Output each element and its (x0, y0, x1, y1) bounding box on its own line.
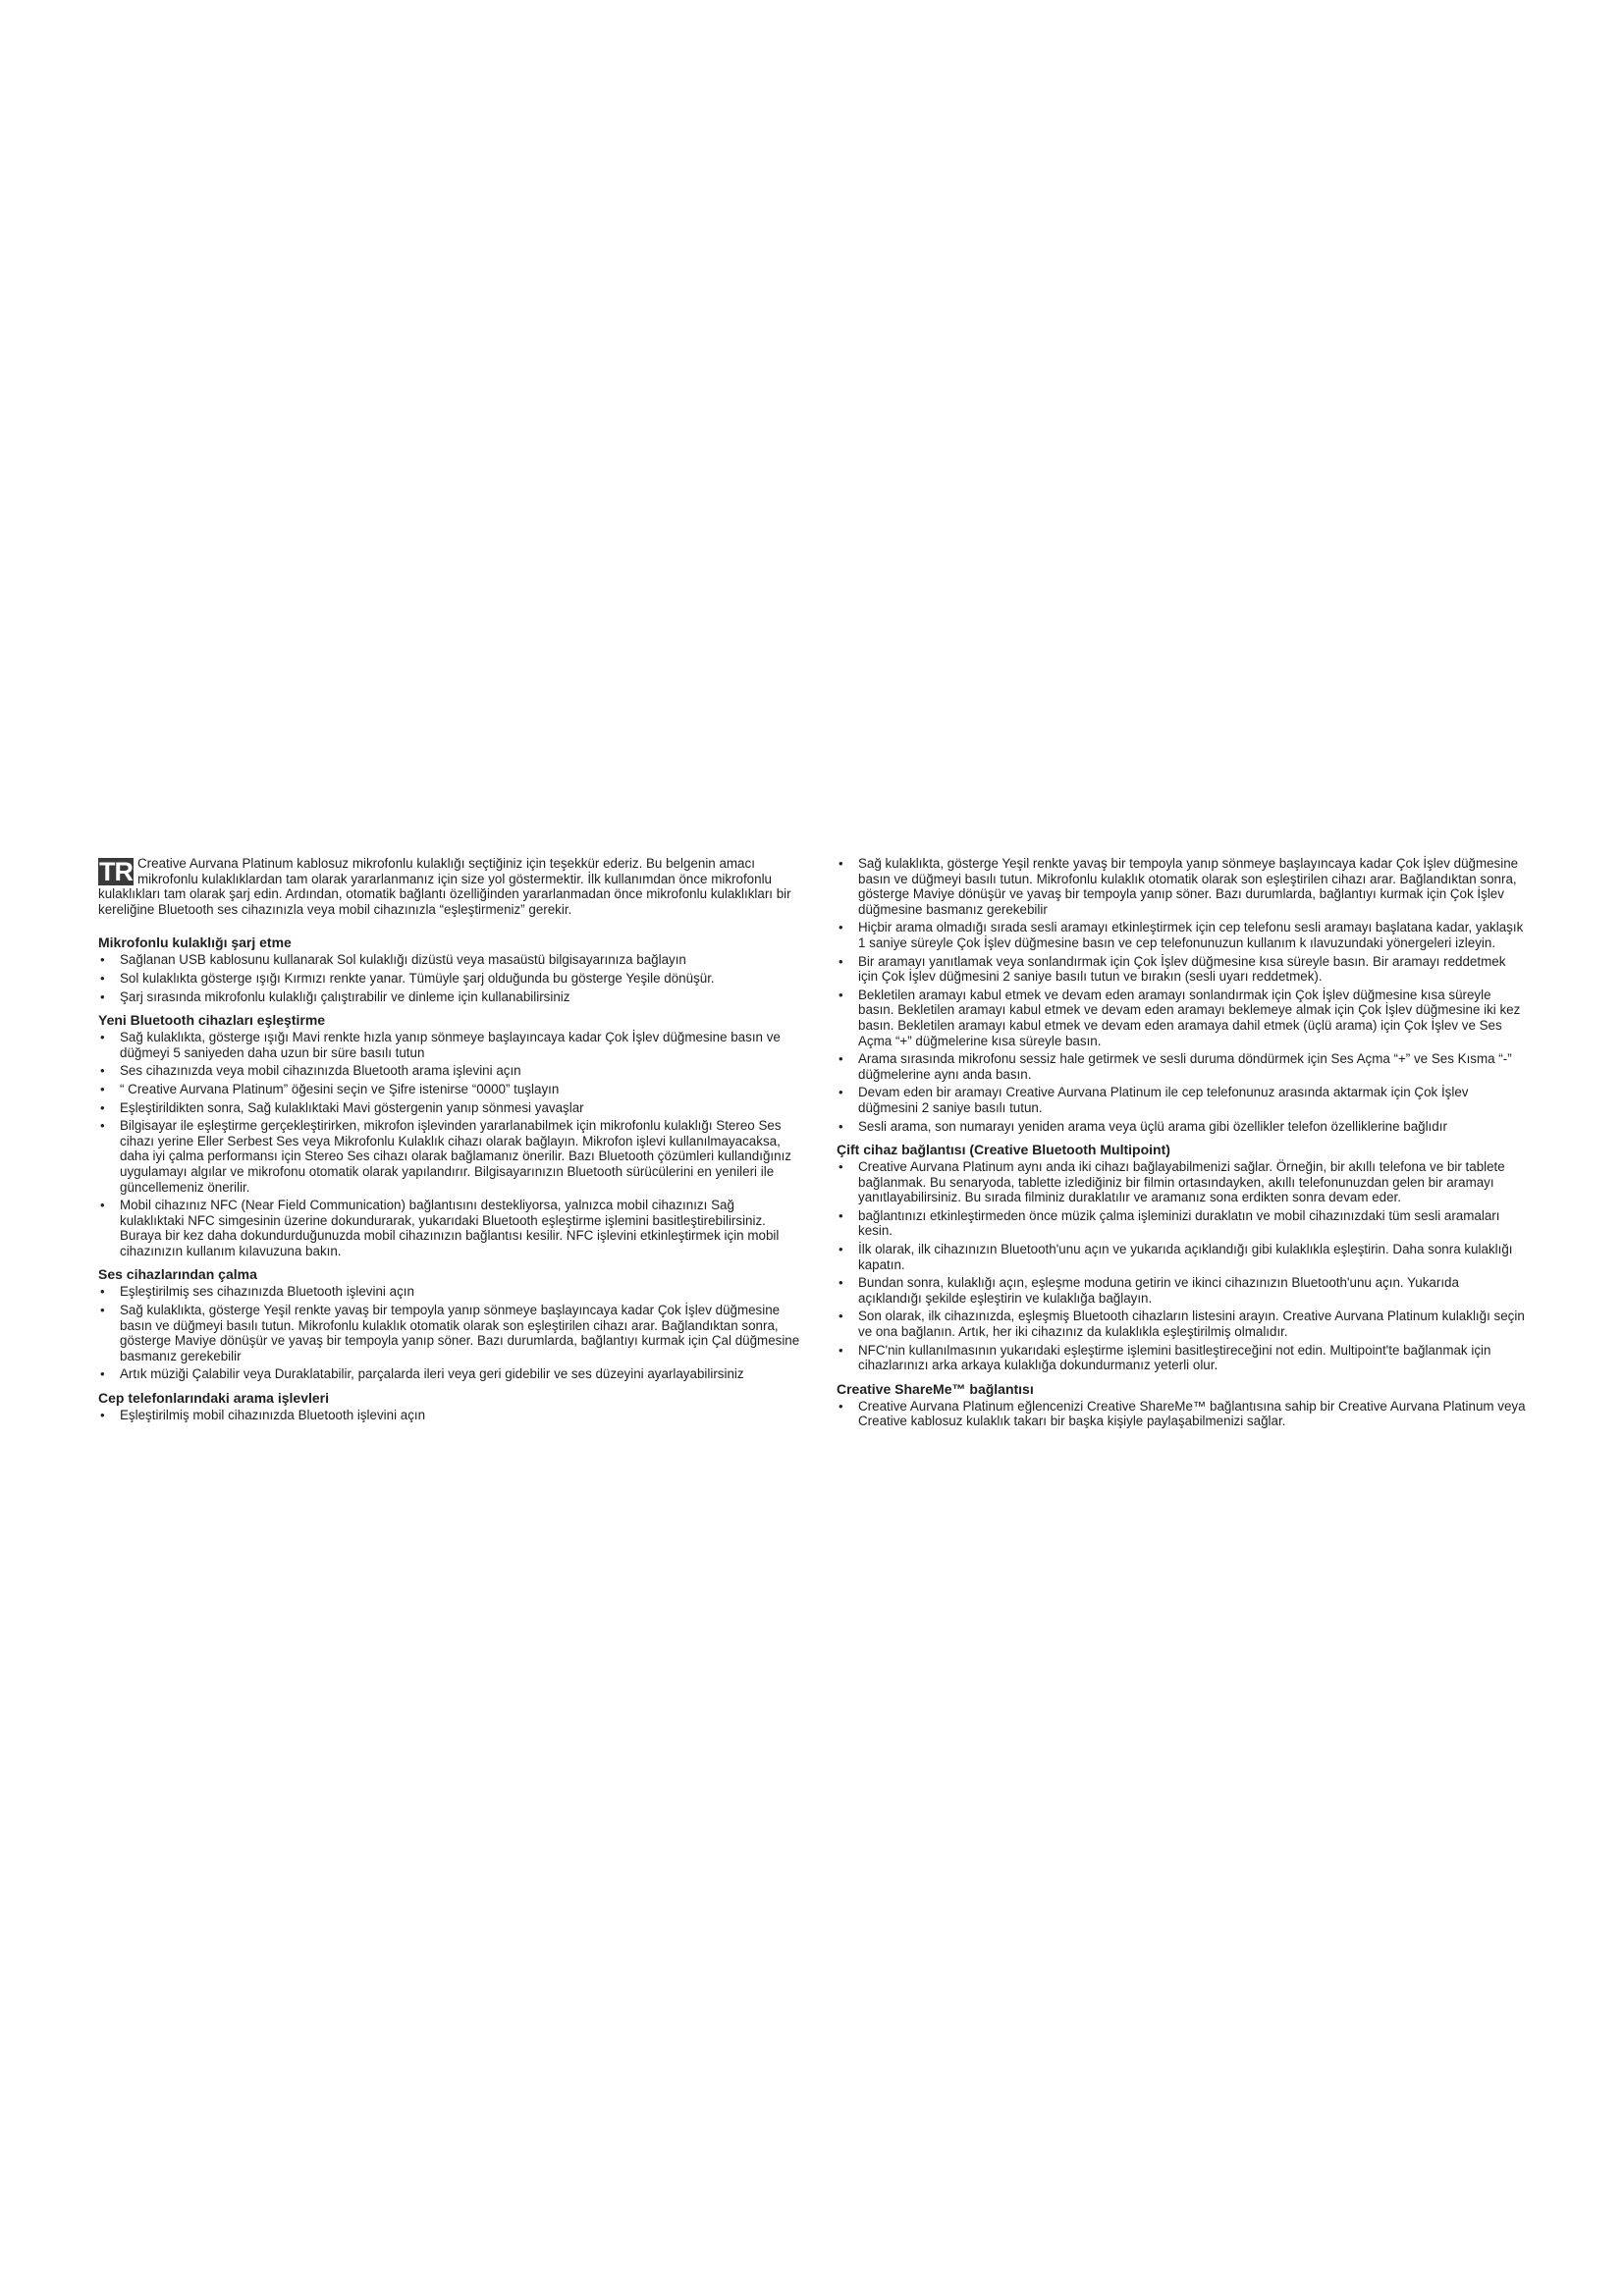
list-item-text: Bekletilen aramayı kabul etmek ve devam eden aramayı sonlandırmak için Çok İşlev düğmesine kısa süreyle basın. Bekletilen aramayı kabul etmek ve devam eden aramayı beklemeye almak için Çok İşlev düğmesine iki kez basın. Bekletilen aramayı kabul etmek ve devam eden aramaya dahil etmek (üçlü arama) için Çok İşlev ve Ses Açma “+” düğmelerine kısa süreyle basın. (858, 987, 1521, 1048)
list-item (98, 1303, 802, 1363)
bullet-icon: • (100, 1198, 105, 1213)
list-item-text: Creative Aurvana Platinum eğlencenizi Creative ShareMe™ bağlantısına sahip bir Creative Aurvana Platinum veya Creative kablosuz kulaklık takarı bir başka kişiyle paylaşabilmenizi sağlar. (858, 1398, 1526, 1429)
list-item (837, 1051, 1526, 1082)
intro-text: Creative Aurvana Platinum kablosuz mikrofonlu kulaklığı seçtiğiniz için teşekkür ederiz. Bu belgenin amacı mikrofonlu kulaklıklardan tam olarak yararlanmanız için size yol göstermektir. İlk kullanımdan önce mikrofonlu kulaklıkları tam olarak şarj edin. Ardından, otomatik bağlantı özelliğinden yararlanmadan önce mikrofonlu kulaklıkları bir kereliğine Bluetooth ses cihazınızla veya mobil cihazınızla “eşleştirmeniz” gerekir. (98, 856, 791, 917)
list-item (98, 952, 802, 968)
list-item-text: Sağlanan USB kablosunu kullanarak Sol kulaklığı dizüstü veya masaüstü bilgisayarınıza bağlayın (120, 952, 686, 968)
bullet-icon: • (100, 988, 105, 1004)
section-heading: Cep telefonlarındaki arama işlevleri (98, 1390, 329, 1407)
list-item-text: Bilgisayar ile eşleştirme gerçekleştirirken, mikrofon işlevinden yararlanabilmek için mikrofonlu kulaklığı Stereo Ses cihazı yerine Eller Serbest Ses veya Mikrofonlu Kulaklık cihazı olarak bağlayın. Mikrofon işlevi kullanılmayacaksa, daha iyi çalma performansı için Stereo Ses cihazı olarak bağlamanız önerilir. Bazı Bluetooth çözümleri kullandığınız uygulamayı algılar ve mikrofonu otomatik olarak yapılandırır. Bilgisayarınızın Bluetooth sürücülerini en yenileri ile güncellemeniz önerilir. (120, 1118, 792, 1195)
list-item (837, 1275, 1526, 1306)
list-item-text: İlk olarak, ilk cihazınızın Bluetooth'unu açın ve yukarıda açıklandığı gibi kulaklıkla eşleştirin. Daha sonra kulaklığı kapatın. (858, 1242, 1513, 1272)
section-heading: Yeni Bluetooth cihazları eşleştirme (98, 1012, 326, 1029)
list-item-text: Sağ kulaklıkta, gösterge ışığı Mavi renkte hızla yanıp sönmeye başlayıncaya kadar Çok İşlev düğmesine basın ve düğmeyi 5 saniyeden daha uzun bir süre basılı tutun (120, 1030, 781, 1060)
bullet-icon: • (839, 1159, 843, 1175)
bullet-icon: • (839, 1275, 843, 1291)
section-heading: Creative ShareMe™ bağlantısı (837, 1380, 1034, 1397)
bullet-icon: • (839, 987, 843, 1002)
list-item-text: NFC'nin kullanılmasının yukarıdaki eşleştirme işlemini basitleştireceğini not edin. Multipoint'te bağlanmak için cihazlarınızı arka arkaya kulaklığa dokundurmanız yeterli olur. (858, 1342, 1491, 1373)
bullet-list (837, 1399, 1526, 1429)
bullet-icon: • (100, 1118, 105, 1134)
list-item (98, 1284, 802, 1300)
left-sections (98, 934, 802, 1422)
list-item-text: Devam eden bir aramayı Creative Aurvana Platinum ile cep telefonunuz arasında aktarmak için Çok İşlev düğmesini 2 saniye basılı tutun. (858, 1085, 1469, 1115)
list-item-text: Sesli arama, son numarayı yeniden arama veya üçlü arama gibi özellikler telefon özelliklerine bağlıdır (858, 1118, 1447, 1134)
list-item (837, 1159, 1526, 1205)
list-item-text: bağlantınızı etkinleştirmeden önce müzik çalma işleminizi duraklatın ve mobil cihazınızdaki tüm sesli aramaları kesin. (858, 1207, 1500, 1239)
list-item (98, 1408, 802, 1423)
bullet-icon: • (839, 1051, 843, 1067)
list-item (98, 971, 802, 987)
list-item (98, 1198, 802, 1258)
bullet-icon: • (839, 1242, 843, 1257)
list-item (98, 989, 802, 1005)
list-item (837, 1208, 1526, 1239)
list-item (837, 988, 1526, 1048)
bullet-icon: • (839, 856, 843, 871)
bullet-icon: • (839, 1207, 843, 1223)
list-item-text: Sağ kulaklıkta, gösterge Yeşil renkte yavaş bir tempoyla yanıp sönmeye başlayıncaya kadar Çok İşlev düğmesine basın ve düğmeyi basılı tutun. Mikrofonlu kulaklık otomatik olarak son eşleştirilen cihazı arar. Bağlandıktan sonra, gösterge Maviye dönüşür ve yavaş bir tempoyla yanıp söner. Bazı durumlarda, bağlantıyı kurmak için Çok İşlev düğmesine basmanız gerekebilir (858, 856, 1519, 917)
list-item-text: Bir aramayı yanıtlamak veya sonlandırmak için Çok İşlev düğmesine kısa süreyle basın. Bir aramayı reddetmek için Çok İşlev düğmesini 2 saniye basılı tutun ve bırakın (sesli uyarı reddetmek). (858, 953, 1506, 985)
list-item (837, 1343, 1526, 1373)
bullet-icon: • (839, 1085, 843, 1100)
list-item (837, 1085, 1526, 1115)
left-column (98, 856, 802, 1426)
bullet-list (837, 856, 1526, 1134)
intro-paragraph (98, 856, 802, 917)
section-heading: Ses cihazlarından çalma (98, 1266, 257, 1283)
bullet-icon: • (100, 952, 105, 968)
list-item-text: Artık müziği Çalabilir veya Duraklatabilir, parçalarda ileri veya geri gidebilir ve ses düzeyini ayarlayabilirsiniz (120, 1366, 744, 1382)
bullet-list (98, 1284, 802, 1382)
list-item (98, 1366, 802, 1382)
language-badge: TR (99, 857, 133, 886)
list-item-text: Eşleştirilmiş mobil cihazınızda Bluetooth işlevini açın (120, 1408, 426, 1423)
list-item-text: Hiçbir arama olmadığı sırada sesli aramayı etkinleştirmek için cep telefonu sesli aramayı başlatana kadar, yaklaşık 1 saniye süreyle Çok İşlev düğmesine basın ve cep telefonunuzun kullanım k ılavuzundaki yönergeleri izleyin. (858, 920, 1524, 950)
list-item-text: Sağ kulaklıkta, gösterge Yeşil renkte yavaş bir tempoyla yanıp sönmeye başlayıncaya kadar Çok İşlev düğmesine basın ve düğmeyi basılı tutun. Mikrofonlu kulaklık otomatik olarak son eşleştirilen cihazı arar. Bağlandıktan sonra, gösterge Maviye dönüşür ve yavaş bir tempoyla yanıp söner. Bazı durumlarda, bağlantıyı kurmak için Çal düğmesine basmanız gerekebilir (120, 1303, 800, 1363)
list-item (837, 1242, 1526, 1272)
bullet-list (98, 1030, 802, 1258)
list-item-text: Creative Aurvana Platinum aynı anda iki cihazı bağlayabilmenizi sağlar. Örneğin, bir akıllı telefona ve bir tablete bağlanmak. Bu senaryoda, tablette izlediğiniz bir filmin ortasındayken, akıllı telefonunuzdan gelen bir aramayı yanıtlayabilirsiniz. Bu sırada filminiz duraklatılır ve aramanız sona erdikten sonra devam eder. (858, 1159, 1505, 1205)
bullet-icon: • (100, 1030, 105, 1045)
bullet-icon: • (839, 1118, 843, 1134)
bullet-icon: • (839, 953, 843, 969)
list-item (98, 1030, 802, 1060)
bullet-icon: • (100, 970, 105, 986)
list-item (98, 1118, 802, 1195)
list-item-text: Ses cihazınızda veya mobil cihazınızda Bluetooth arama işlevini açın (120, 1063, 521, 1079)
list-item (837, 1308, 1526, 1339)
list-item-text: Eşleştirilmiş ses cihazınızda Bluetooth işlevini açın (120, 1284, 414, 1300)
bullet-icon: • (100, 1081, 105, 1096)
list-item (837, 1399, 1526, 1429)
bullet-list (98, 952, 802, 1004)
list-item (98, 1063, 802, 1079)
list-item (837, 856, 1526, 917)
list-item (98, 1082, 802, 1097)
list-item-text: Arama sırasında mikrofonu sessiz hale getirmek ve sesli duruma döndürmek için Ses Açma “+” ve Ses Kısma “-” düğmelerine aynı anda basın. (858, 1051, 1512, 1082)
section-heading: Çift cihaz bağlantısı (Creative Bluetooth Multipoint) (837, 1142, 1170, 1158)
list-item-text: Son olarak, ilk cihazınızda, eşleşmiş Bluetooth cihazların listesini arayın. Creative Aurvana Platinum kulaklığı seçin ve ona bağlanın. Artık, her iki cihazınız da kulaklıkla eşleştirilmiş olmalıdır. (858, 1308, 1525, 1340)
bullet-icon: • (100, 1303, 105, 1318)
right-column (837, 856, 1526, 1432)
list-item (837, 954, 1526, 985)
bullet-icon: • (839, 1342, 843, 1358)
bullet-list (837, 1159, 1526, 1373)
list-item-text: “ Creative Aurvana Platinum” öğesini seçin ve Şifre istenirse “0000” tuşlayın (120, 1081, 560, 1096)
right-sections (837, 856, 1526, 1429)
bullet-icon: • (100, 1063, 105, 1079)
list-item (837, 920, 1526, 950)
bullet-icon: • (100, 1284, 105, 1300)
bullet-list (98, 1408, 802, 1423)
bullet-icon: • (839, 1308, 843, 1324)
list-item-text: Sol kulaklıkta gösterge ışığı Kırmızı renkte yanar. Tümüyle şarj olduğunda bu gösterge Yeşile dönüşür. (120, 970, 715, 986)
list-item-text: Şarj sırasında mikrofonlu kulaklığı çalıştırabilir ve dinleme için kullanabilirsiniz (120, 988, 570, 1004)
list-item (98, 1100, 802, 1116)
bullet-icon: • (100, 1099, 105, 1115)
list-item-text: Bundan sonra, kulaklığı açın, eşleşme moduna getirin ve ikinci cihazınızın Bluetooth'unu açın. Yukarıda açıklandığı şekilde eşleştirin ve kulaklığa bağlayın. (858, 1275, 1459, 1306)
list-item-text: Mobil cihazınız NFC (Near Field Communication) bağlantısını destekliyorsa, yalnızca mobil cihazınızı Sağ kulaklıktaki NFC simgesinin üzerine dokundurarak, yukarıdaki Bluetooth eşleştirme işlemini basitleştirebilirsiniz. Buraya bir kez daha dokundurduğunuzda mobil cihazınızın bağlantısı kesilir. NFC işlevini etkinleştirmek için mobil cihazınızın kullanım kılavuzuna bakın. (120, 1198, 780, 1258)
list-item-text: Eşleştirildikten sonra, Sağ kulaklıktaki Mavi göstergenin yanıp sönmesi yavaşlar (120, 1099, 584, 1115)
section-heading: Mikrofonlu kulaklığı şarj etme (98, 934, 292, 951)
bullet-icon: • (100, 1366, 105, 1382)
bullet-icon: • (839, 1398, 843, 1414)
list-item (837, 1119, 1526, 1135)
bullet-icon: • (100, 1408, 105, 1423)
bullet-icon: • (839, 920, 843, 935)
